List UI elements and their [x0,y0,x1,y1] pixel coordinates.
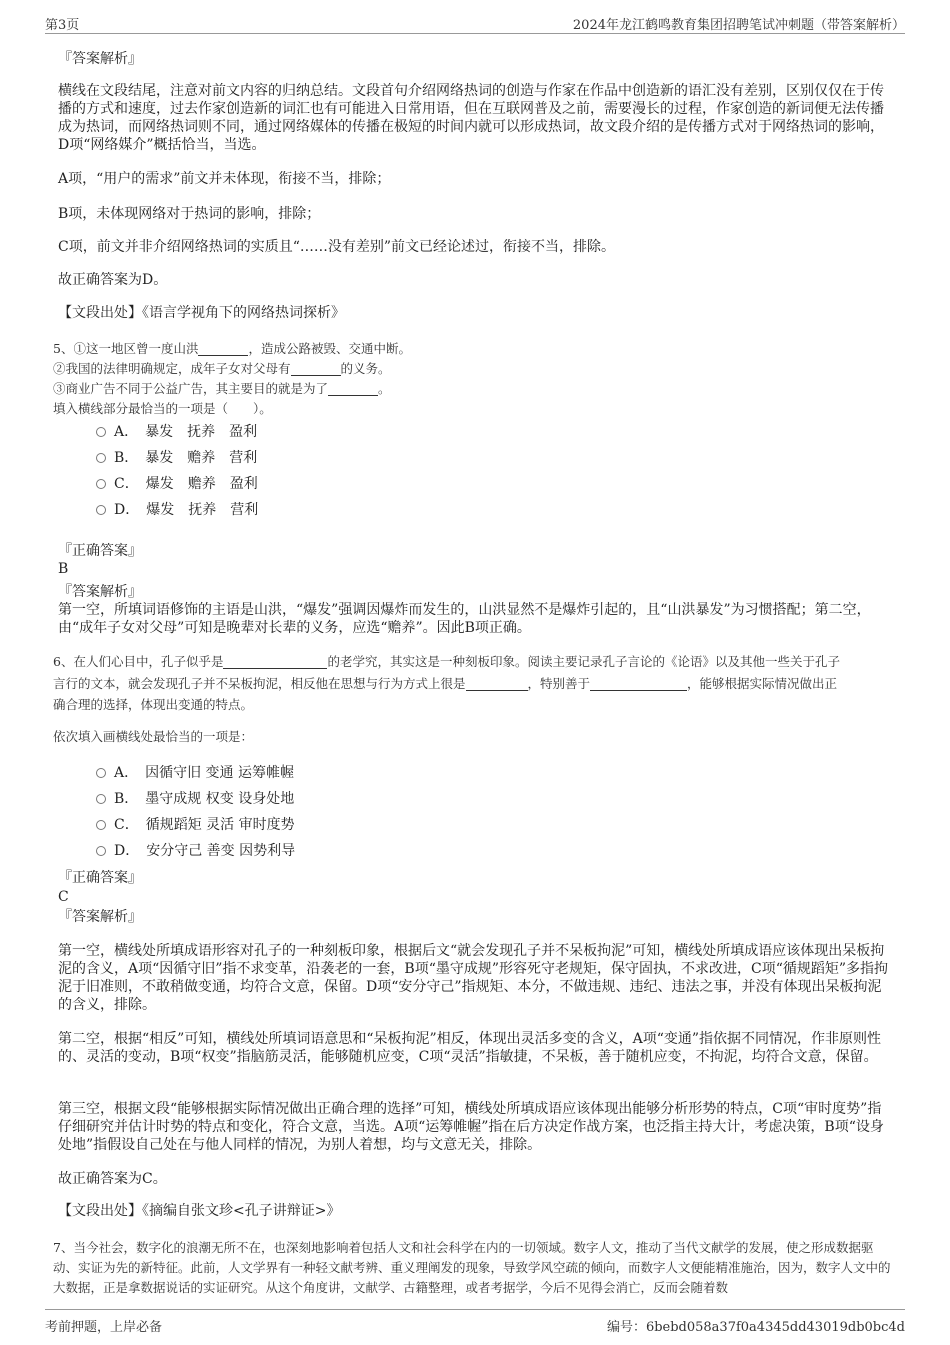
page-footer [45,1309,905,1333]
radio-icon[interactable] [96,768,106,778]
q4-analysis-p1: 横线在文段结尾，注意对前文内容的归纳总结。文段首句介绍网络热词的创造与作家在作品中创造新的语汇没有差别，区别仅仅在于传播的方式和速度，过去作家创造新的词汇也有可能进入日常用语，但在互联网普及之前，需要漫长的过程，作家创造的新词便无法传播成为热词，而网络热词则不同，通过网络媒体的传播在极短的时间内就可以形成热词，故文段介绍的是传播方式对于网络热词的影响，D项“网络媒介”概括恰当，当选。 [58,83,884,153]
q6-analysis-p3: 第三空，根据文段“能够根据实际情况做出正确合理的选择”可知，横线处所填成语应该体现出能够分析形势的特点，C项“审时度势”指仔细研究并估计时势的特点和变化，符合文意，当选。A项“运筹帷幄”指在后方决定作战方案，也泛指主持大计，考虑决策，B项“设身处地”指假设自己处在与他人同样的情况，为别人着想，均与文意无关，排除。 [58,1101,884,1153]
q5-option-b[interactable]: B． 暴发 赡养 营利 [96,449,257,467]
q6-option-a[interactable]: A． 因循守旧 变通 运筹帷幄 [96,764,294,782]
q6-answer: 故正确答案为C。 [58,1171,167,1187]
blank[interactable] [466,677,528,691]
footer-slogan: 考前押题，上岸必备 [45,1320,163,1335]
q6-correct-label: 『正确答案』 [58,870,142,886]
blank[interactable] [328,382,378,396]
q6-prompt: 依次填入画横线处最恰当的一项是： [53,729,254,744]
radio-icon[interactable] [96,505,106,515]
q5-option-a[interactable]: A． 暴发 抚养 盈利 [96,423,257,441]
document-title: 2024年龙江鹤鸣教育集团招聘笔试冲刺题（带答案解析） [572,18,905,33]
q5-analysis-label: 『答案解析』 [58,584,142,600]
q4-answer: 故正确答案为D。 [58,272,168,288]
q5-option-d[interactable]: D． 爆发 抚养 营利 [96,501,258,519]
radio-icon[interactable] [96,846,106,856]
q4-analysis-p4: C项，前文并非介绍网络热词的实质且“……没有差别”前文已经论述过，衔接不当，排除。 [58,239,616,255]
radio-icon[interactable] [96,479,106,489]
radio-icon[interactable] [96,794,106,804]
q4-analysis-label: 『答案解析』 [58,51,142,67]
q6-stem-line1: 6、在人们心目中，孔子似乎是 的老学究，其实这是一种刻板印象。阅读主要记录孔子言论的《论语》以及其他一些关于孔子 [53,654,840,669]
radio-icon[interactable] [96,453,106,463]
blank[interactable] [590,677,687,691]
q5-stem-line3: ③商业广告不同于公益广告，其主要目的就是为了 。 [53,381,391,396]
q4-analysis-p3: B项，未体现网络对于热词的影响，排除； [58,206,321,222]
radio-icon[interactable] [96,820,106,830]
q6-option-b[interactable]: B． 墨守成规 权变 设身处地 [96,790,294,808]
q4-analysis-p2: A项，“用户的需求”前文并未体现，衔接不当，排除； [58,171,391,187]
q5-correct-answer: B [58,561,69,577]
blank[interactable] [198,342,248,356]
q5-option-c[interactable]: C． 爆发 赡养 盈利 [96,475,258,493]
q5-analysis: 第一空，所填词语修饰的主语是山洪，“爆发”强调因爆炸而发生的，山洪显然不是爆炸引起的，且“山洪暴发”为习惯搭配；第二空，由“成年子女对父母”可知是晚辈对长辈的义务，应选“赡养”。因此B项正确。 [58,602,871,636]
q5-stem-line1: 5、①这一地区曾一度山洪 ，造成公路被毁、交通中断。 [53,341,411,356]
q6-analysis-p2: 第二空，根据“相反”可知，横线处所填词语意思和“呆板拘泥”相反，体现出灵活多变的含义，A项“变通”指依据不同情况，作非原则性的、灵活的变动，B项“权变”指脑筋灵活，能够随机应变，C项“灵活”指敏捷，不呆板，善于随机应变，不拘泥，均符合文意，保留。 [58,1031,882,1065]
q6-analysis-p1: 第一空，横线处所填成语形容对孔子的一种刻板印象，根据后文“就会发现孔子并不呆板拘泥”可知，横线处所填成语应该体现出呆板拘泥的含义，A项“因循守旧”指不求变革，沿袭老的一套，B项“墨守成规”形容死守老规矩，保守固执，不求改进，C项“循规蹈矩”多指拘泥于旧准则，不敢稍做变通，均符合文意，保留。D项“安分守己”指规矩、本分，不做违规、违纪、违法之事，并没有体现出呆板拘泥的含义，排除。 [58,943,889,1013]
q6-option-d[interactable]: D． 安分守己 善变 因势利导 [96,842,295,860]
q5-stem-line2: ②我国的法律明确规定，成年子女对父母有 的义务。 [53,361,391,376]
q6-option-c[interactable]: C． 循规蹈矩 灵活 审时度势 [96,816,295,834]
q6-source: 【文段出处】《摘编自张文珍<孔子讲辩证>》 [58,1203,341,1219]
blank[interactable] [291,362,341,376]
q6-stem-line2: 言行的文本，就会发现孔子并不呆板拘泥，相反他在思想与行为方式上很是 ，特别善于 ，能够根据实际情况做出正 [53,676,838,691]
page-number: 第3页 [45,18,80,33]
q6-stem-line3: 确合理的选择，体现出变通的特点。 [53,697,254,712]
page-header [45,10,905,34]
radio-icon[interactable] [96,427,106,437]
q5-prompt: 填入横线部分最恰当的一项是（ ）。 [53,401,272,416]
blank[interactable] [223,655,327,669]
document-id: 编号：6bebd058a37f0a4345dd43019db0bc4d [606,1320,905,1335]
q7-stem: 7、当今社会，数字化的浪潮无所不在，也深刻地影响着包括人文和社会科学在内的一切领域。数字人文，推动了当代文献学的发展，使之形成数据驱动、实证为先的新特征。此前，人文学界有一种轻文献考辨、重义理阐发的现象，导致学风空疏的倾向，而数字人文便能精准施治，因为，数字人文中的大数据，正是拿数据说话的实证研究。从这个角度讲，文献学、古籍整理，或者考据学，今后不见得会消亡，反而会随着数 [53,1240,891,1295]
q6-analysis-label: 『答案解析』 [58,909,142,925]
q6-correct-answer: C [58,889,69,905]
q4-source: 【文段出处】《语言学视角下的网络热词探析》 [58,305,345,321]
q5-correct-label: 『正确答案』 [58,543,142,559]
